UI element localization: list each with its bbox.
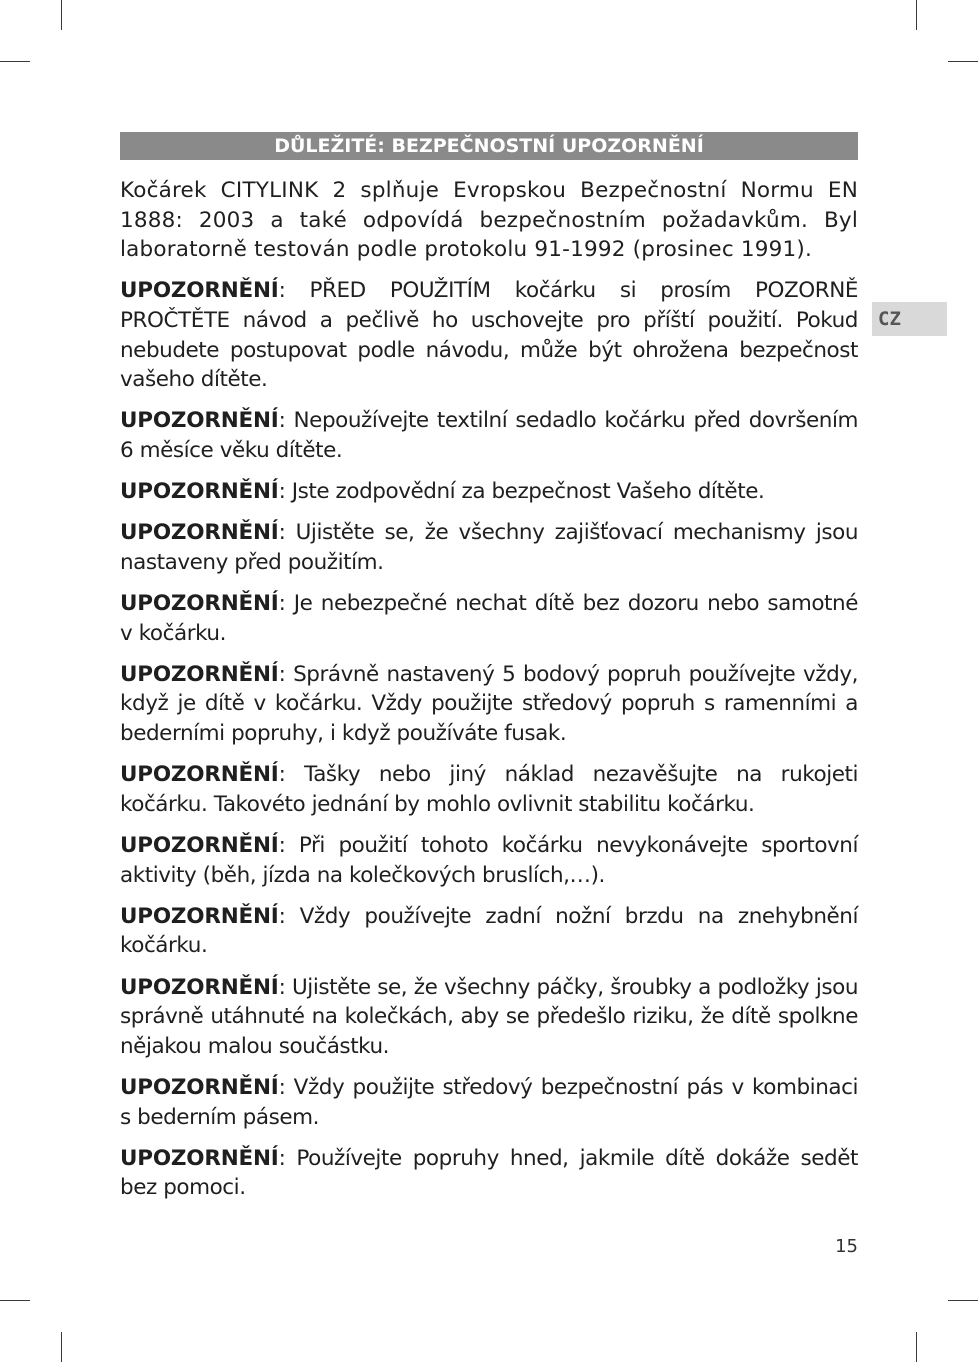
warning-paragraph <box>120 518 858 577</box>
warning-label: UPOZORNĚNÍ <box>120 661 279 687</box>
warning-label: UPOZORNĚNÍ <box>120 833 279 859</box>
warning-label: UPOZORNĚNÍ <box>120 1074 279 1100</box>
safety-text <box>120 176 858 1215</box>
warning-text: : Používejte popruhy hned, jakmile dítě dokáže sedět bez pomoci. <box>120 1145 858 1201</box>
warning-paragraph <box>120 589 858 648</box>
warning-paragraph <box>120 477 858 507</box>
warning-paragraph <box>120 1073 858 1132</box>
warning-label: UPOZORNĚNÍ <box>120 591 279 617</box>
crop-mark <box>948 1300 978 1301</box>
warning-label: UPOZORNĚNÍ <box>120 974 279 1000</box>
warning-paragraph <box>120 902 858 961</box>
warning-label: UPOZORNĚNÍ <box>120 903 279 929</box>
section-heading: DŮLEŽITÉ: BEZPEČNOSTNÍ UPOZORNĚNÍ <box>120 132 858 160</box>
warning-label: UPOZORNĚNÍ <box>120 1145 279 1171</box>
crop-mark <box>0 61 30 62</box>
warning-text: : Správně nastavený 5 bodový popruh používejte vždy, když je dítě v kočárku. Vždy použijte středový popruh s ramenními a bederními popruhy, i když používáte fusak. <box>120 661 858 747</box>
crop-mark <box>916 0 917 30</box>
warning-text: : Ujistěte se, že všechny zajišťovací mechanismy jsou nastaveny před použitím. <box>120 520 858 575</box>
warning-text: : Tašky nebo jiný náklad nezavěšujte na rukojeti kočárku. Takovéto jednání by mohlo ovlivnit stabilitu kočárku. <box>120 762 858 817</box>
warning-paragraph <box>120 276 858 394</box>
warning-text: : Vždy používejte zadní nožní brzdu na znehybnění kočárku. <box>120 903 858 959</box>
crop-mark <box>916 1332 917 1362</box>
warning-text: : PŘED POUŽITÍM kočárku si prosím POZORNĚ PROČTĚTE návod a pečlivě ho uschovejte pro příští použití. Pokud nebudete postupovat podle návodu, může být ohrožena bezpečnost vašeho dítěte. <box>120 278 858 393</box>
warning-text: : Vždy použijte středový bezpečnostní pás v kombinaci s bederním pásem. <box>120 1074 858 1130</box>
warning-paragraph <box>120 406 858 465</box>
warning-text: : Jste zodpovědní za bezpečnost Vašeho dítěte. <box>278 479 765 505</box>
warning-label: UPOZORNĚNÍ <box>120 479 279 505</box>
warning-paragraph <box>120 660 858 749</box>
intro-paragraph: Kočárek CITYLINK 2 splňuje Evropskou Bezpečnostní Normu EN 1888: 2003 a také odpovídá bezpečnostním požadavkům. Byl laboratorně testován podle protokolu 91-1992 (prosinec 1991). <box>120 178 858 263</box>
warning-text: : Ujistěte se, že všechny páčky, šroubky a podložky jsou správně utáhnuté na kolečkách, aby se předešlo riziku, že dítě spolkne nějakou malou součástku. <box>120 974 858 1059</box>
language-tab: CZ <box>872 302 947 336</box>
warning-paragraph <box>120 831 858 890</box>
crop-mark <box>948 61 978 62</box>
warning-text: : Nepoužívejte textilní sedadlo kočárku před dovršením 6 měsíce věku dítěte. <box>120 408 858 463</box>
crop-mark <box>0 1300 30 1301</box>
warning-paragraph <box>120 760 858 819</box>
page-number: 15 <box>835 1236 858 1257</box>
warning-label: UPOZORNĚNÍ <box>120 520 279 546</box>
warning-paragraph <box>120 973 858 1062</box>
crop-mark <box>61 1332 62 1362</box>
warning-text: : Je nebezpečné nechat dítě bez dozoru nebo samotné v kočárku. <box>120 591 858 646</box>
warning-label: UPOZORNĚNÍ <box>120 278 279 304</box>
warning-text: : Při použití tohoto kočárku nevykonávejte sportovní aktivity (běh, jízda na kolečkových bruslích,…). <box>120 833 858 888</box>
warning-label: UPOZORNĚNÍ <box>120 408 279 434</box>
warning-label: UPOZORNĚNÍ <box>120 762 279 788</box>
warning-paragraph <box>120 1144 858 1203</box>
crop-mark <box>61 0 62 30</box>
